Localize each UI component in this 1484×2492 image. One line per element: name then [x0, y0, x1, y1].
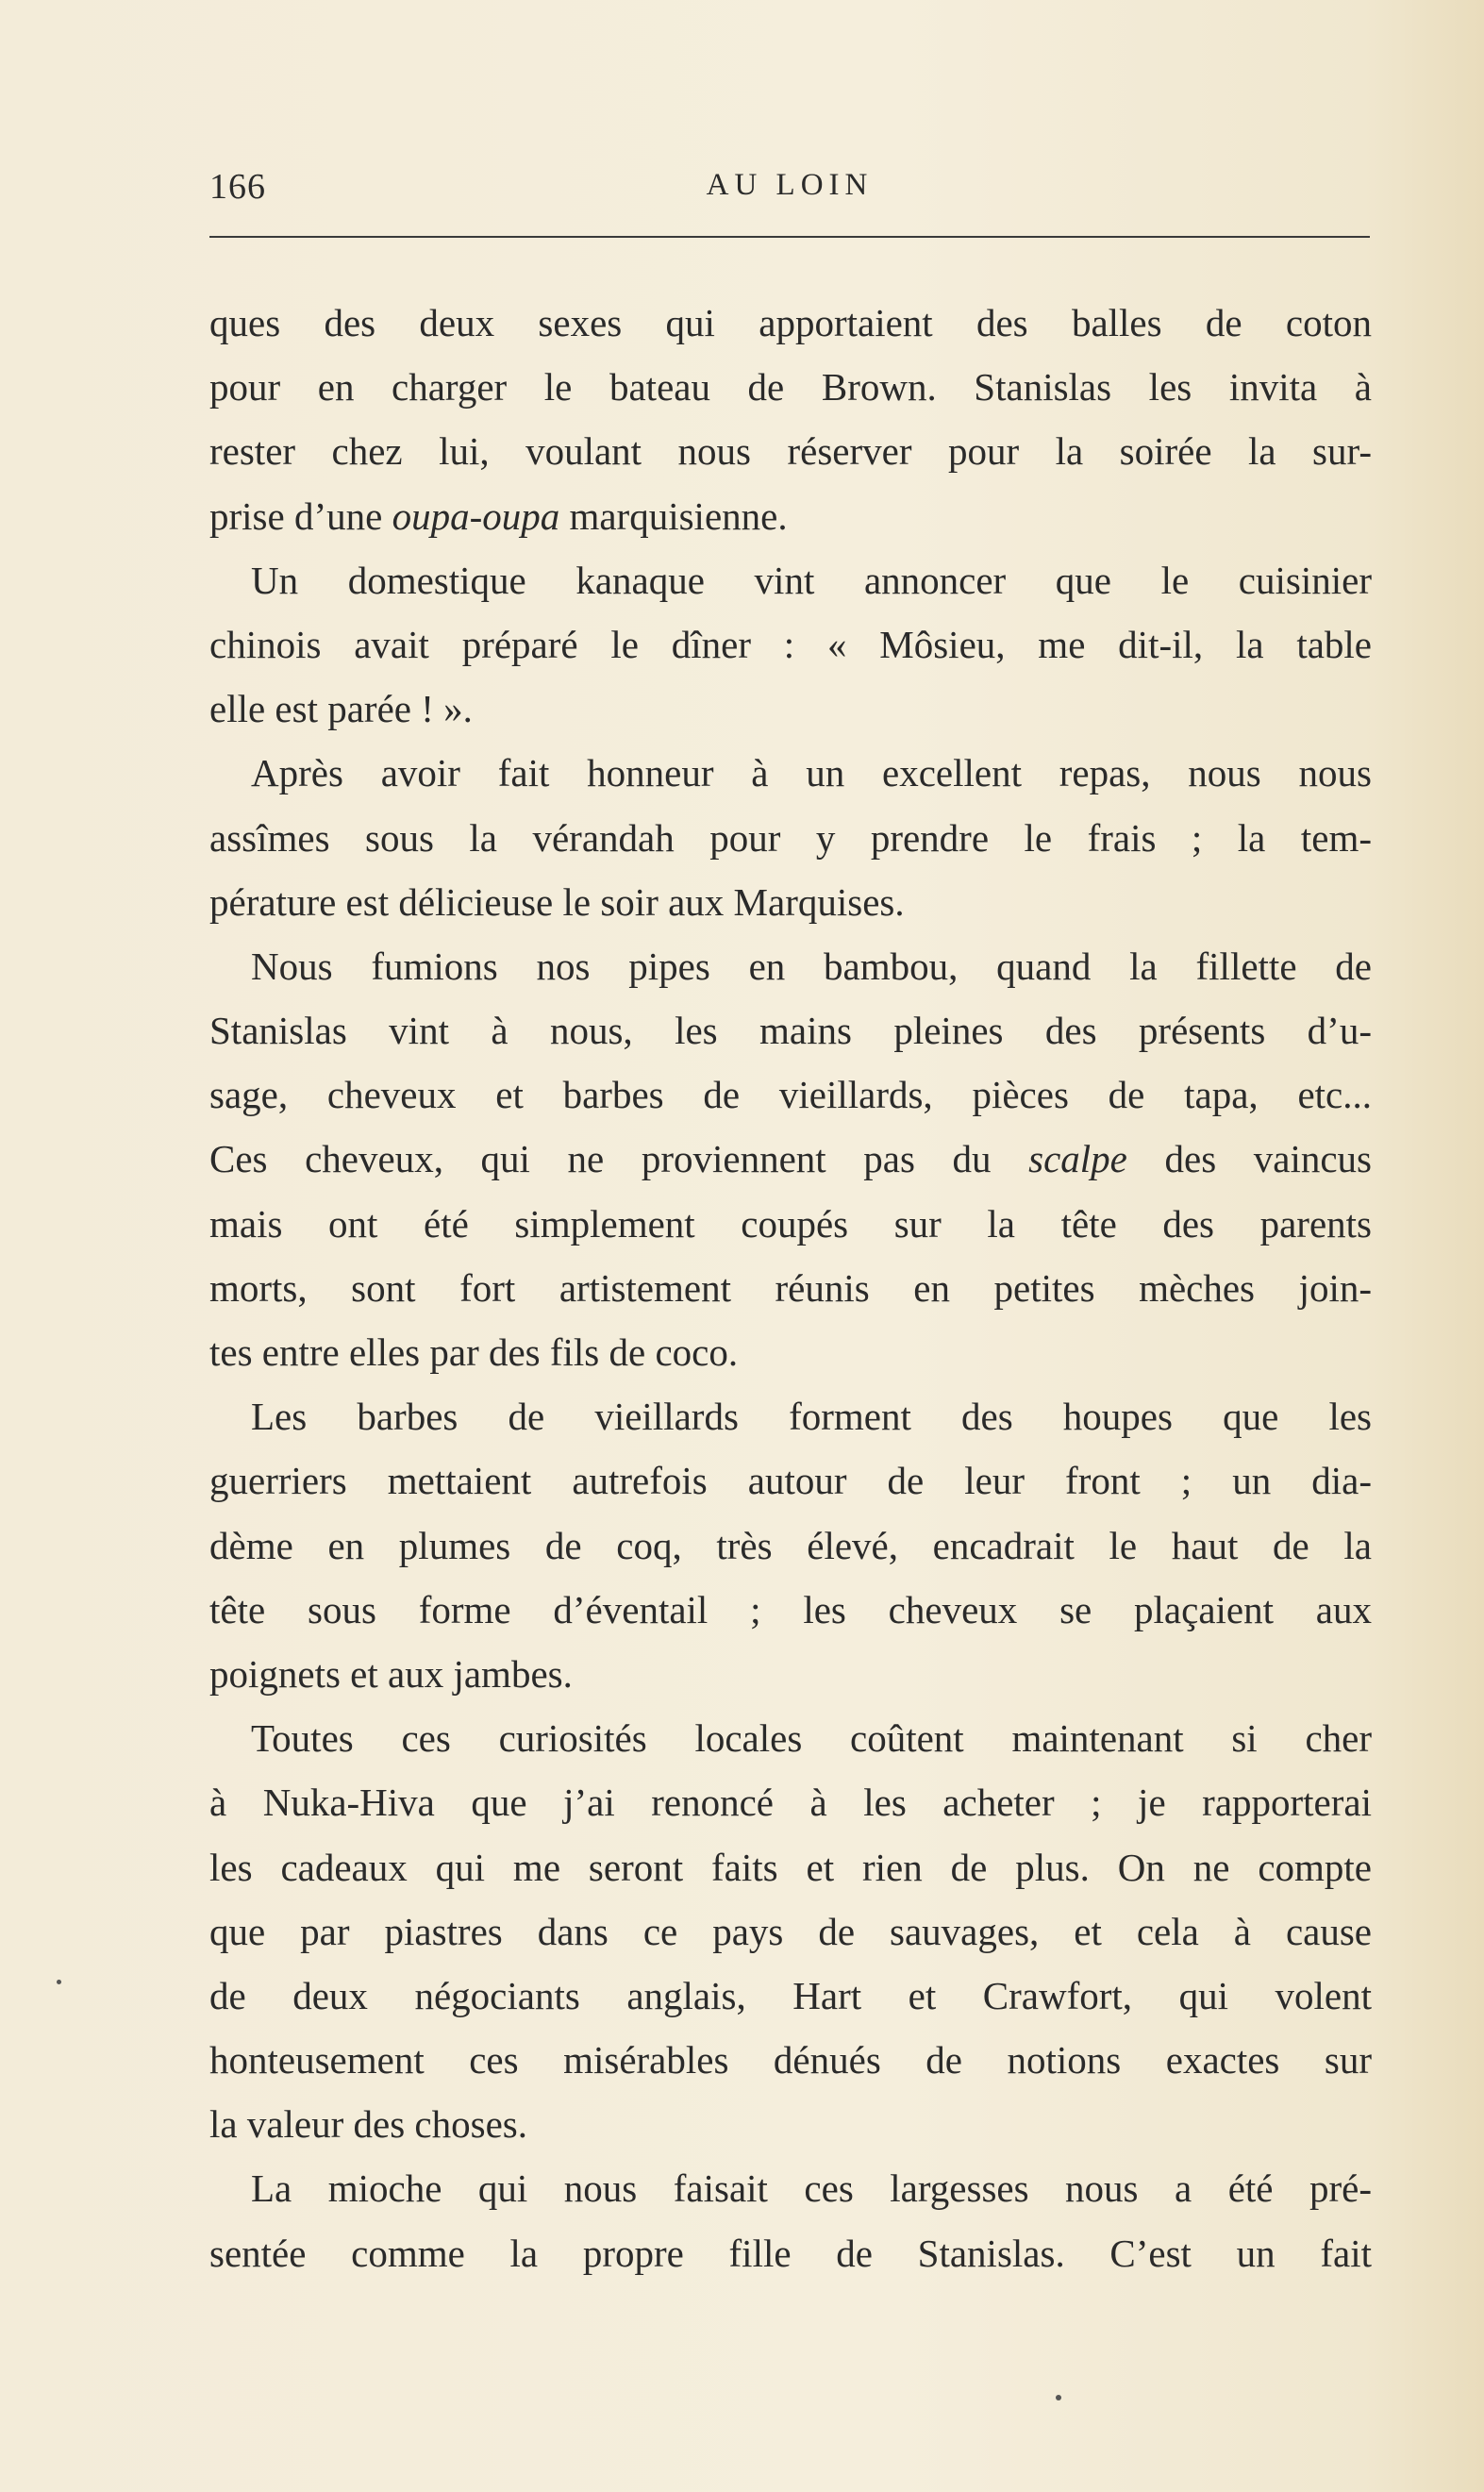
text-line: Nous fumions nos pipes en bambou, quand la fillette de — [251, 944, 1372, 988]
body-text — [209, 291, 1372, 2285]
text-line: pour en charger le bateau de Brown. Stanislas les invita à — [209, 365, 1372, 410]
text-line: honteusement ces misérables dénués de notions exactes sur — [209, 2038, 1372, 2082]
ink-speck — [57, 1980, 61, 1984]
text-line: pérature est délicieuse le soir aux Marquises. — [209, 879, 905, 924]
header-rule — [209, 236, 1370, 238]
text-line: La mioche qui nous faisait ces largesses nous a été pré- — [251, 2166, 1372, 2211]
text-line: chinois avait préparé le dîner : « Môsieu, me dit-il, la table — [209, 622, 1372, 666]
text-line: elle est parée ! ». — [209, 687, 473, 731]
text-line: de deux négociants anglais, Hart et Crawfort, qui volent — [209, 1973, 1372, 2017]
text-line: mais ont été simplement coupés sur la tête des parents — [209, 1201, 1372, 1246]
text-line: tes entre elles par des fils de coco. — [209, 1330, 739, 1374]
text-line: sage, cheveux et barbes de vieillards, pièces de tapa, etc... — [209, 1073, 1372, 1117]
ink-speck — [1056, 2395, 1061, 2400]
text-line: Toutes ces curiosités locales coûtent maintenant si cher — [251, 1716, 1372, 1761]
text-line: dème en plumes de coq, très élevé, encadrait le haut de la — [209, 1523, 1372, 1567]
page-number: 166 — [209, 167, 266, 207]
text-line: à Nuka-Hiva que j’ai renoncé à les acheter ; je rapporterai — [209, 1781, 1372, 1825]
text-line: la valeur des choses. — [209, 2102, 527, 2147]
text-line: tête sous forme d’éventail ; les cheveux se plaçaient aux — [209, 1587, 1372, 1631]
page-header — [209, 166, 1370, 213]
running-title: AU LOIN — [706, 168, 874, 202]
text-line: Un domestique kanaque vint annoncer que le cuisinier — [251, 558, 1372, 602]
text-line: Stanislas vint à nous, les mains pleines des présents d’u- — [209, 1009, 1372, 1053]
text-line: morts, sont fort artistement réunis en petites mèches join- — [209, 1265, 1372, 1310]
text-line: sentée comme la propre fille de Stanislas. C’est un fait — [209, 2231, 1372, 2275]
text-line: guerriers mettaient autrefois autour de leur front ; un dia- — [209, 1459, 1372, 1503]
text-line: que par piastres dans ce pays de sauvages, et cela à cause — [209, 1909, 1372, 1953]
text-line: assîmes sous la vérandah pour y prendre le frais ; la tem- — [209, 815, 1372, 860]
text-line: Après avoir fait honneur à un excellent repas, nous nous — [251, 751, 1372, 795]
text-line: rester chez lui, voulant nous réserver pour la soirée la sur- — [209, 429, 1372, 474]
text-line: ques des deux sexes qui apportaient des balles de coton — [209, 301, 1372, 344]
text-line: prise d’une oupa-oupa marquisienne. — [209, 493, 788, 538]
text-line: Ces cheveux, qui ne proviennent pas du scalpe des vaincus — [209, 1137, 1372, 1181]
text-line: Les barbes de vieillards forment des houpes que les — [251, 1395, 1372, 1439]
text-line: les cadeaux qui me seront faits et rien de plus. On ne compte — [209, 1845, 1372, 1889]
text-line: poignets et aux jambes. — [209, 1651, 573, 1696]
